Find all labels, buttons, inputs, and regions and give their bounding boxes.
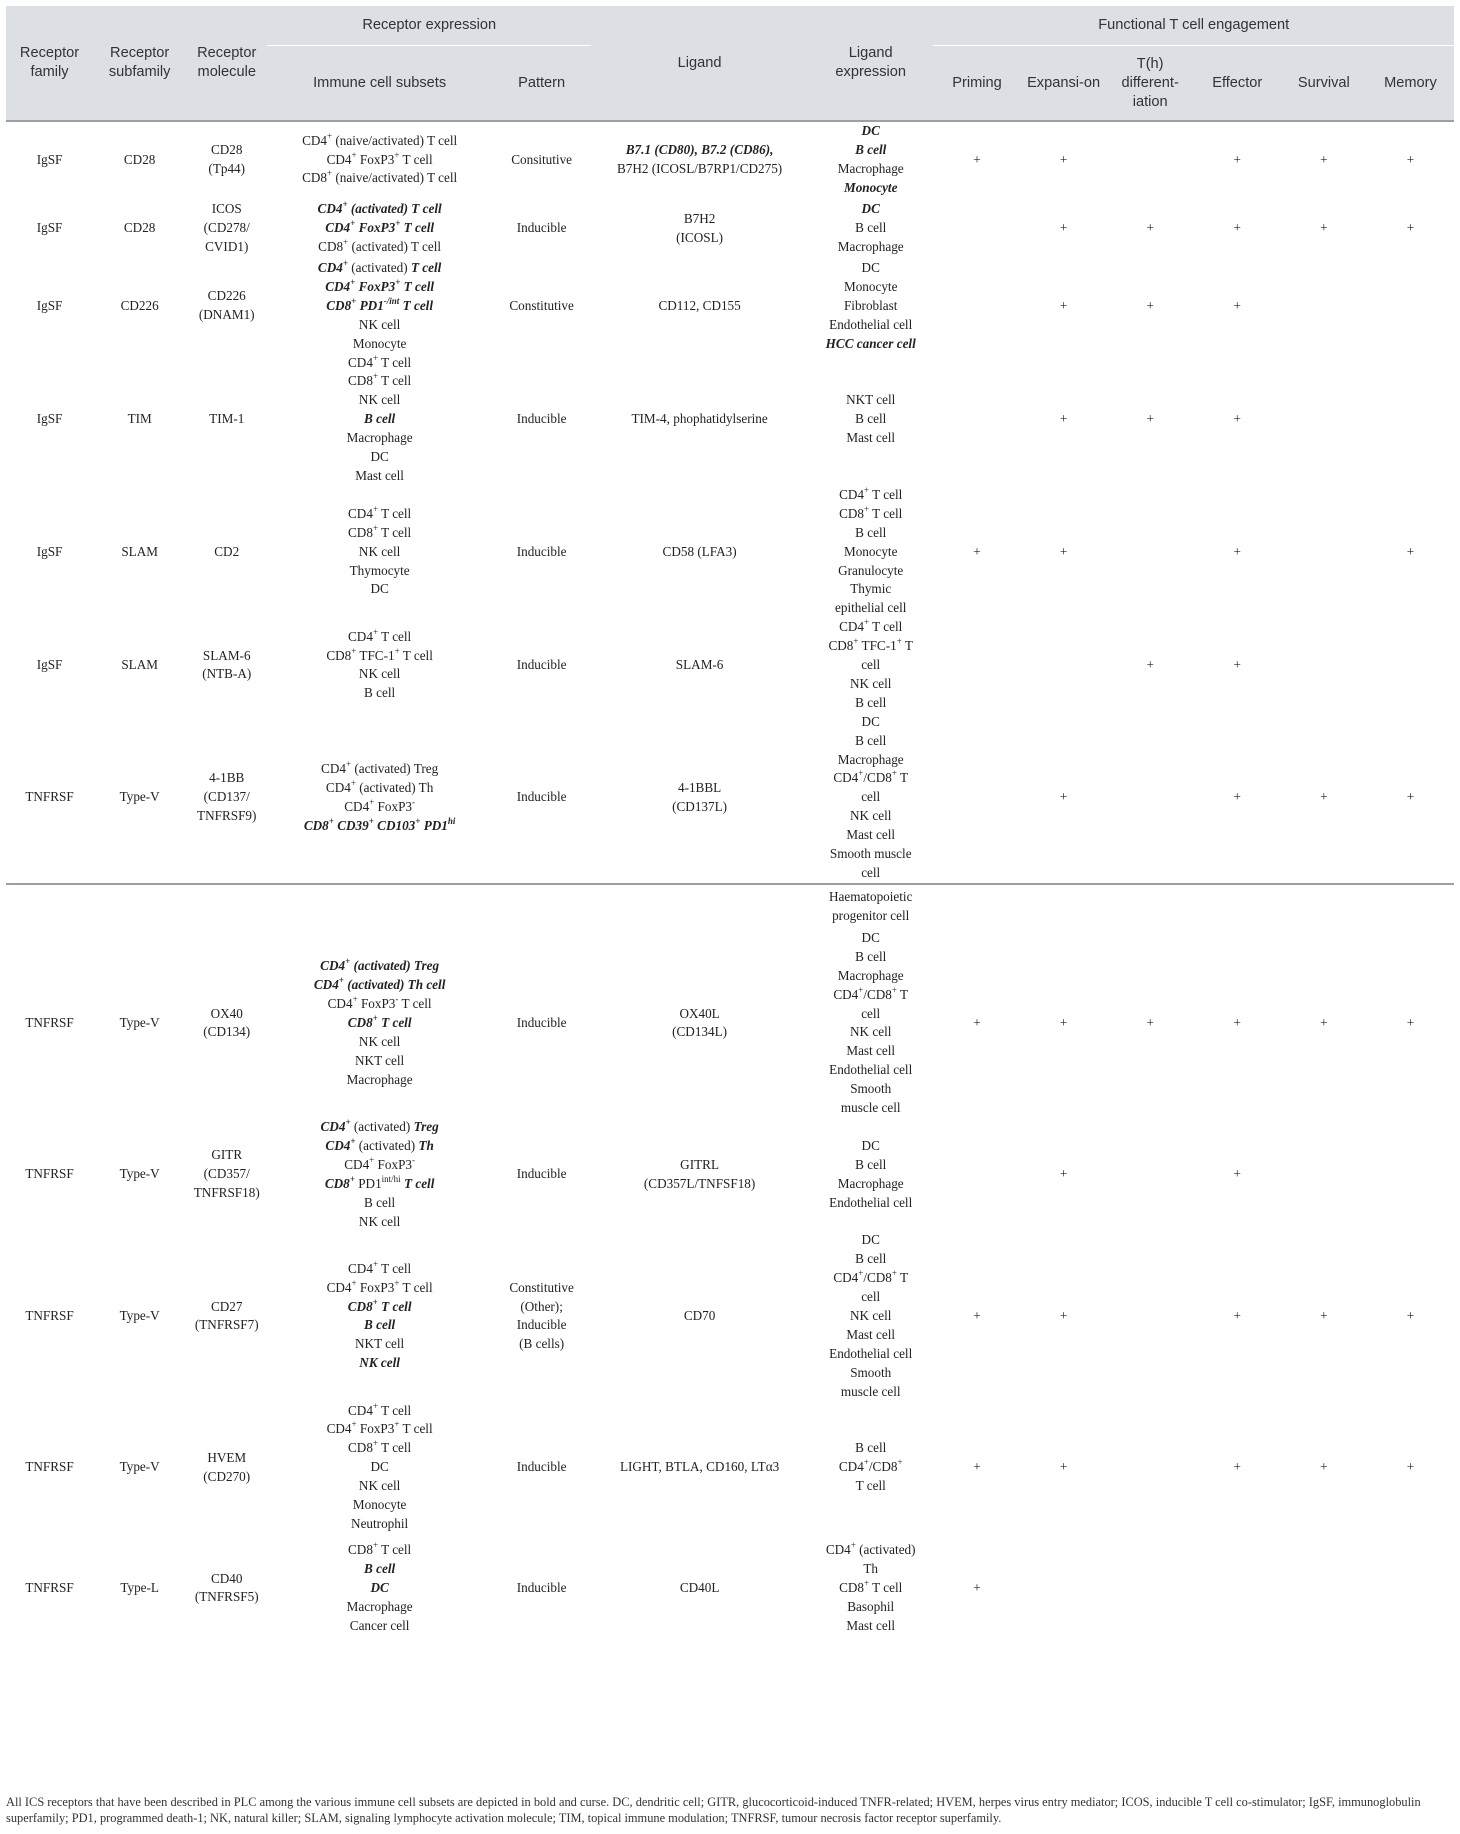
cell-effector: + <box>1233 1014 1241 1030</box>
cell-receptor-family: IgSF <box>36 543 63 559</box>
cell-priming <box>933 713 1020 884</box>
cell-priming <box>933 354 1020 486</box>
cell-effector: + <box>1233 297 1241 313</box>
cell-ligand-expression: DC B cell Macrophage CD4+/CD8+ T cell NK cell Mast cell Endothelial cell Smooth muscle cell <box>829 929 913 1116</box>
cell-immune-cell-subsets: CD4+ (activated) T cell CD4+ FoxP3+ T cell CD8+ $PD1^{-/int}$ T cell NK cell Monocyte <box>317 258 442 351</box>
table-row <box>6 618 1454 713</box>
cell-survival <box>1281 618 1367 713</box>
cell-receptor-molecule: HVEM (CD270) <box>203 1449 251 1484</box>
cell-priming: + <box>973 151 981 167</box>
cell-memory: + <box>1406 151 1415 167</box>
cell-pattern: Consitutive <box>511 151 573 167</box>
cell-receptor-molecule: CD40 (TNFRSF5) <box>194 1570 259 1605</box>
table-row <box>6 259 1454 354</box>
cell-ligand: B7.1 (CD80), B7.2 (CD86), B7H2 (ICOSL/B7RP1/CD275) <box>616 142 783 176</box>
table-row <box>6 198 1454 259</box>
cell-priming: + <box>973 1459 981 1475</box>
cell-th-differentiation <box>1107 121 1194 198</box>
header-functional-engagement: Functional T cell engagement <box>933 6 1454 46</box>
cell-receptor-family <box>6 884 93 929</box>
cell-immune-cell-subsets: CD4+ T cell CD8+ T cell NK cell B cell Macrophage DC Mast cell <box>346 352 413 483</box>
cell-survival: + <box>1320 220 1328 236</box>
cell-receptor-molecule: CD226 (DNAM1) <box>198 288 255 323</box>
cell-memory: + <box>1406 220 1415 236</box>
cell-survival <box>1281 1534 1367 1643</box>
cell-ligand-expression: DC B cell Macrophage Monocyte <box>837 123 904 195</box>
cell-survival <box>1281 884 1367 929</box>
cell-ligand-expression: DC B cell CD4+/CD8+ T cell NK cell Mast cell Endothelial cell Smooth muscle cell <box>829 1232 913 1399</box>
table-row <box>6 1534 1454 1643</box>
cell-th-differentiation: + <box>1146 1014 1154 1030</box>
table-row <box>6 1402 1454 1534</box>
cell-receptor-subfamily: TIM <box>127 411 152 427</box>
cell-priming <box>933 198 1020 259</box>
cell-effector <box>1194 884 1281 929</box>
table-row <box>6 884 1454 929</box>
cell-effector: + <box>1233 411 1241 427</box>
cell-immune-cell-subsets: CD4+ T cell CD8+ TFC-1+ T cell NK cell B cell <box>326 626 433 701</box>
cell-receptor-family: IgSF <box>36 220 63 236</box>
cell-effector: + <box>1233 220 1241 236</box>
cell-expansion <box>1021 1534 1107 1643</box>
cell-survival <box>1281 259 1367 354</box>
header-receptor-molecule: Receptor molecule <box>186 6 267 121</box>
cell-immune-cell-subsets: CD8+ T cell B cell DC Macrophage Cancer cell <box>346 1540 413 1633</box>
cell-receptor-molecule: GITR (CD357/ TNFRSF18) <box>193 1147 260 1201</box>
cell-th-differentiation: + <box>1146 657 1154 673</box>
cell-effector: + <box>1233 1308 1241 1324</box>
cell-receptor-subfamily: Type-L <box>120 1579 159 1595</box>
cell-immune-cell-subsets <box>267 884 492 929</box>
cell-ligand: 4-1BBL (CD137L) <box>591 713 808 884</box>
cell-survival <box>1281 486 1367 618</box>
cell-memory <box>1367 354 1454 486</box>
cell-effector: + <box>1233 543 1241 559</box>
cell-receptor-molecule: ICOS (CD278/ CVID1) <box>203 201 250 254</box>
cell-expansion: + <box>1059 1459 1068 1475</box>
cell-th-differentiation <box>1107 713 1194 884</box>
cell-receptor-subfamily: Type-V <box>119 1014 160 1030</box>
cell-receptor-molecule: CD28 (Tp44) <box>208 142 246 176</box>
cell-ligand: LIGHT, BTLA, CD160, LTα3 <box>619 1459 780 1475</box>
cell-expansion: + <box>1059 411 1068 427</box>
cell-ligand-expression: DC B cell Macrophage <box>837 201 904 254</box>
header-effector: Effector <box>1194 46 1281 122</box>
cell-effector: + <box>1194 713 1281 884</box>
cell-pattern: Inducible <box>516 1459 567 1475</box>
cell-receptor-molecule: CD2 <box>214 543 240 559</box>
cell-ligand-expression: CD4+ T cell CD8+ TFC-1+ T cell NK cell B cell <box>828 617 913 710</box>
cell-ligand-expression: CD4+ T cell CD8+ T cell B cell Monocyte Granulocyte Thymic epithelial cell <box>835 484 907 616</box>
table-row <box>6 121 1454 198</box>
cell-memory: + <box>1406 1308 1415 1324</box>
cell-pattern: Constitutive <box>509 297 574 313</box>
cell-pattern: Inducible <box>516 1166 567 1182</box>
cell-receptor-molecule: SLAM-6 (NTB-A) <box>202 647 252 682</box>
table-row <box>6 1231 1454 1401</box>
cell-receptor-subfamily: CD226 <box>120 297 159 313</box>
cell-survival: + <box>1320 1308 1328 1324</box>
header-priming: Priming <box>933 46 1020 122</box>
cell-expansion: + <box>1059 151 1068 167</box>
header-ligand-expression: Ligand expression <box>808 6 934 121</box>
cell-memory <box>1367 618 1454 713</box>
cell-memory <box>1367 1534 1454 1643</box>
cell-ligand-expression: B cell CD4+/CD8+ T cell <box>838 1440 903 1494</box>
header-ligand: Ligand <box>591 6 808 121</box>
cell-priming: + <box>973 1014 981 1030</box>
cell-memory: + <box>1406 1459 1415 1475</box>
table-row <box>6 486 1454 618</box>
table-body <box>6 121 1454 1643</box>
table-header <box>6 6 1454 121</box>
header-pattern: Pattern <box>492 46 591 122</box>
cell-ligand: GITRL (CD357L/TNFSF18) <box>643 1156 756 1191</box>
cell-receptor-subfamily: Type-V <box>93 713 186 884</box>
header-receptor-family: Receptor family <box>6 6 93 121</box>
cell-receptor-family: TNFRSF <box>25 1014 74 1030</box>
cell-immune-cell-subsets: CD4+ T cell CD4+ FoxP3+ T cell CD8+ T cell B cell NKT cell NK cell <box>326 1258 433 1371</box>
cell-immune-cell-subsets: CD4+ (naive/activated) T cell CD4+ FoxP3+ T cell CD8+ (naive/activated) T cell <box>302 130 458 186</box>
cell-memory <box>1367 1118 1454 1231</box>
cell-immune-cell-subsets: CD4+ (activated) Treg CD4+ (activated) Th CD4+ FoxP3- CD8+ CD39+ CD103+ $PD1^{hi}$ <box>267 713 492 884</box>
cell-th-differentiation <box>1107 486 1194 618</box>
cell-ligand: CD112, CD155 <box>658 297 741 313</box>
cell-survival: + <box>1320 151 1328 167</box>
cell-receptor-molecule <box>186 884 267 929</box>
cell-ligand-expression: Haematopoietic progenitor cell <box>828 889 913 923</box>
cell-immune-cell-subsets: CD4+ (activated) T cell CD4+ FoxP3+ T cell CD8+ (activated) T cell <box>317 199 442 254</box>
cell-receptor-family: IgSF <box>36 297 63 313</box>
cell-ligand: TIM-4, phophatidylserine <box>631 411 768 427</box>
cell-priming: + <box>973 1308 981 1324</box>
cell-receptor-subfamily: SLAM <box>121 657 158 673</box>
table-row <box>6 713 1454 884</box>
cell-expansion <box>1021 884 1107 929</box>
cell-receptor-subfamily: CD28 <box>123 220 156 236</box>
cell-pattern: Inducible <box>516 1014 567 1030</box>
cell-expansion: + <box>1059 543 1068 559</box>
cell-pattern: Inducible <box>516 1579 567 1595</box>
header-expansion: Expansi-on <box>1021 46 1107 122</box>
header-th-differentiation: T(h) different-iation <box>1107 46 1194 122</box>
cell-receptor-subfamily: Type-V <box>119 1459 160 1475</box>
cell-priming <box>933 259 1020 354</box>
table-footnote: All ICS receptors that have been described in PLC among the various immune cell subsets are depicted in bold and curse. DC, dendritic cell; GITR, glucocorticoid-induced TNFR-related; HVEM, herpes virus entry mediator; ICOS, inducible T cell co-stimulator; IgSF, immunoglobulin superfamily; PD1, programmed death-1; NK, natural killer; SLAM, signaling lymphocyte activation molecule; TIM, topical immune modulation; TNFRSF, tumour necrosis factor receptor superfamily. <box>6 1795 1421 1825</box>
cell-th-differentiation <box>1107 1231 1194 1401</box>
cell-ligand-expression: DC B cell Macrophage Endothelial cell <box>829 1137 913 1210</box>
cell-th-differentiation <box>1107 884 1194 929</box>
cell-priming: + <box>973 543 981 559</box>
cell-ligand: CD58 (LFA3) <box>662 543 737 559</box>
cell-memory <box>1367 259 1454 354</box>
table-row <box>6 1118 1454 1231</box>
header-receptor-expression: Receptor expression <box>267 6 591 46</box>
cell-priming: + <box>973 1579 981 1595</box>
cell-expansion <box>1021 618 1107 713</box>
cell-immune-cell-subsets: CD4+ (activated) Treg CD4+ (activated) Th CD4+ FoxP3- CD8+ $PD1^{int/hi}$ T cell B cell NK cell <box>320 1116 439 1229</box>
cell-pattern: Inducible <box>516 411 567 427</box>
cell-ligand-expression: DC B cell Macrophage CD4+/CD8+ T cell NK cell Mast cell Smooth muscle cell <box>808 713 934 884</box>
cell-pattern: Inducible <box>516 543 567 559</box>
cell-receptor-subfamily: CD28 <box>123 151 156 167</box>
cell-ligand-expression: DC Monocyte Fibroblast Endothelial cell HCC cancer cell <box>825 260 916 351</box>
cell-th-differentiation: + <box>1146 220 1154 236</box>
cell-effector <box>1194 1534 1281 1643</box>
cell-effector: + <box>1233 1166 1241 1182</box>
cell-receptor-molecule: OX40 (CD134) <box>203 1005 251 1040</box>
cell-ligand: SLAM-6 <box>675 657 724 673</box>
cell-receptor-family: IgSF <box>36 151 63 167</box>
header-immune-cell-subsets: Immune cell subsets <box>267 46 492 122</box>
header-receptor-subfamily: Receptor subfamily <box>93 6 186 121</box>
cell-receptor-subfamily: Type-V <box>119 1166 160 1182</box>
cell-receptor-subfamily <box>93 884 186 929</box>
cell-survival: + <box>1320 1014 1328 1030</box>
cell-expansion: + <box>1059 297 1068 313</box>
cell-receptor-family: TNFRSF <box>25 1166 74 1182</box>
cell-receptor-family: IgSF <box>36 657 63 673</box>
cell-receptor-family: TNFRSF <box>6 713 93 884</box>
cell-immune-cell-subsets: CD4+ T cell CD4+ FoxP3+ T cell CD8+ T cell DC NK cell Monocyte Neutrophil <box>326 1400 433 1531</box>
cell-memory <box>1367 884 1454 929</box>
cell-priming <box>933 1118 1020 1231</box>
header-memory: Memory <box>1367 46 1454 122</box>
cell-pattern: Inducible <box>516 220 567 236</box>
cell-th-differentiation <box>1107 1402 1194 1534</box>
cell-ligand: OX40L (CD134L) <box>672 1005 728 1040</box>
ics-receptor-table <box>6 6 1454 1643</box>
cell-priming <box>933 618 1020 713</box>
cell-priming <box>933 884 1020 929</box>
cell-receptor-molecule: 4-1BB (CD137/ TNFRSF9) <box>186 713 267 884</box>
cell-survival <box>1281 354 1367 486</box>
cell-receptor-molecule: TIM-1 <box>209 411 245 427</box>
cell-pattern: Constitutive (Other); Inducible (B cells) <box>509 1279 574 1352</box>
cell-receptor-family: TNFRSF <box>25 1308 74 1324</box>
cell-expansion: + <box>1059 1014 1068 1030</box>
cell-effector: + <box>1233 657 1241 673</box>
cell-ligand-expression: CD4+ (activated) Th CD8+ T cell Basophil Mast cell <box>825 1540 916 1633</box>
cell-effector: + <box>1233 151 1241 167</box>
cell-ligand: B7H2 (ICOSL) <box>676 210 724 245</box>
cell-immune-cell-subsets: CD4+ (activated) Treg CD4+ (activated) Th cell CD4+ FoxP3- T cell CD8+ T cell NK cell NKT cell Macrophage <box>313 956 446 1087</box>
table-row <box>6 354 1454 486</box>
cell-expansion: + <box>1059 220 1068 236</box>
cell-memory: + <box>1406 543 1415 559</box>
cell-ligand: CD70 <box>683 1308 716 1324</box>
cell-th-differentiation <box>1107 1534 1194 1643</box>
cell-receptor-subfamily: SLAM <box>121 543 158 559</box>
cell-ligand <box>591 884 808 929</box>
table-row <box>6 929 1454 1118</box>
cell-th-differentiation: + <box>1146 297 1154 313</box>
header-survival: Survival <box>1281 46 1367 122</box>
cell-expansion: + <box>1059 1308 1068 1324</box>
cell-th-differentiation: + <box>1146 411 1154 427</box>
cell-pattern: Inducible <box>516 657 567 673</box>
cell-th-differentiation <box>1107 1118 1194 1231</box>
cell-ligand-expression: NKT cell B cell Mast cell <box>846 392 896 446</box>
cell-memory: + <box>1367 713 1454 884</box>
cell-ligand: CD40L <box>679 1579 720 1595</box>
cell-receptor-molecule: CD27 (TNFRSF7) <box>194 1298 259 1333</box>
cell-pattern <box>492 884 591 929</box>
cell-survival <box>1281 1118 1367 1231</box>
cell-survival: + <box>1320 1459 1328 1475</box>
cell-expansion: + <box>1059 1166 1068 1182</box>
cell-expansion: + <box>1021 713 1107 884</box>
cell-immune-cell-subsets: CD4+ T cell CD8+ T cell NK cell Thymocyte DC <box>348 503 412 597</box>
cell-memory: + <box>1406 1014 1415 1030</box>
cell-receptor-family: TNFRSF <box>25 1459 74 1475</box>
cell-effector: + <box>1233 1459 1241 1475</box>
cell-survival: + <box>1281 713 1367 884</box>
cell-pattern: Inducible <box>492 713 591 884</box>
cell-receptor-subfamily: Type-V <box>119 1308 160 1324</box>
cell-receptor-family: TNFRSF <box>25 1579 74 1595</box>
cell-receptor-family: IgSF <box>36 411 63 427</box>
